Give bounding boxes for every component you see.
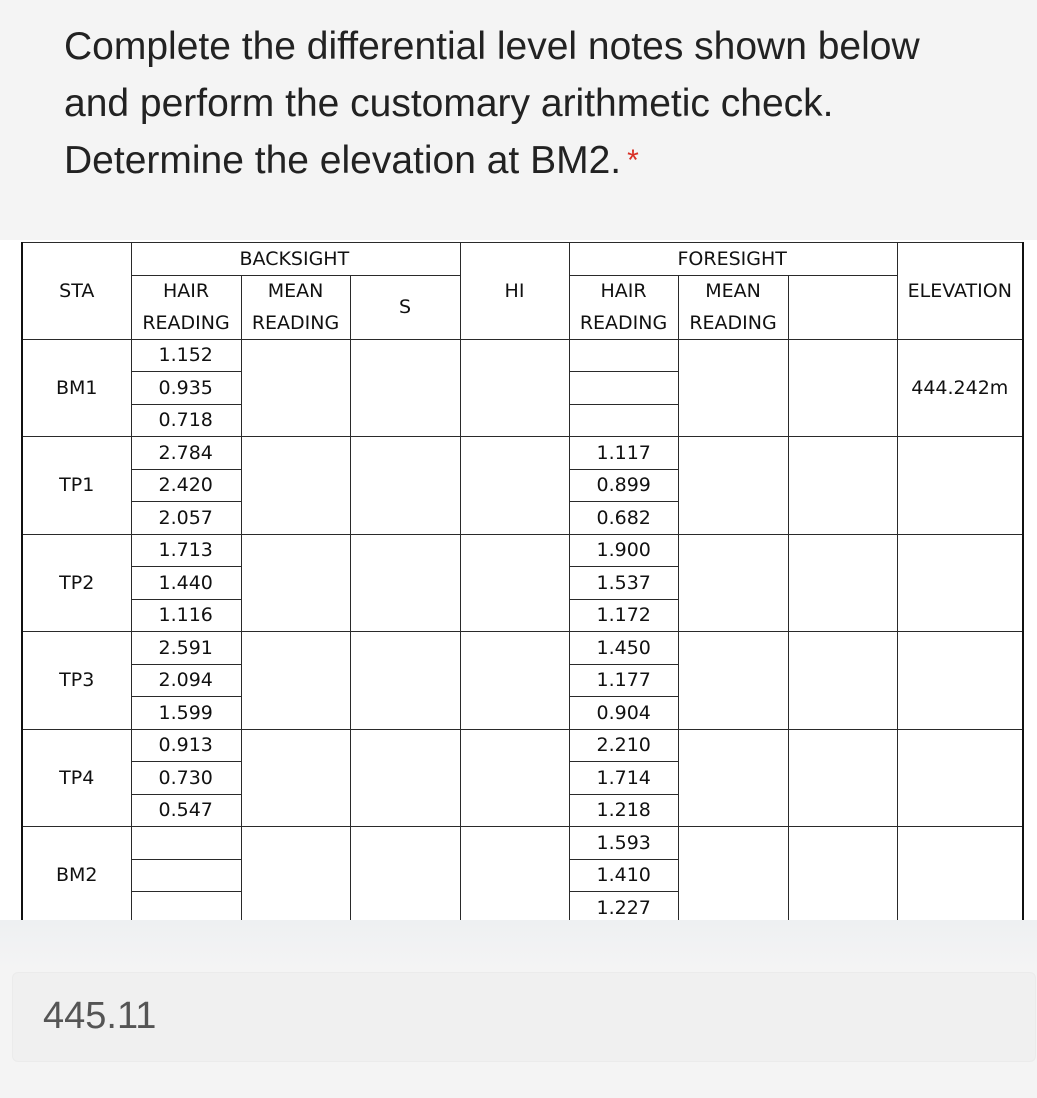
header-elevation: ELEVATION — [897, 243, 1023, 340]
header-foresight: FORESIGHT — [569, 243, 897, 276]
table-row — [22, 632, 1023, 665]
header-bs-s: S — [350, 275, 460, 339]
fs-hair-reading — [569, 404, 678, 437]
fs-hair-reading — [569, 372, 678, 405]
bs-hair-reading: 2.784 — [131, 437, 241, 470]
fs-hair-reading: 0.904 — [569, 697, 678, 730]
bs-hair-reading: 2.094 — [131, 664, 241, 697]
bs-mean-reading — [241, 339, 350, 437]
fs-hair-reading — [569, 339, 678, 372]
level-notes-image — [0, 240, 1037, 920]
header-bs-mean-2: READING — [241, 307, 350, 339]
bs-hair-reading: 1.152 — [131, 339, 241, 372]
table-row — [22, 339, 1023, 372]
question-text — [64, 18, 964, 189]
table-row — [22, 437, 1023, 470]
fs-s — [788, 632, 897, 730]
fs-hair-reading: 1.593 — [569, 827, 678, 860]
answer-value: 445.11 — [43, 995, 157, 1037]
bs-hair-reading: 1.116 — [131, 599, 241, 632]
station-label: TP3 — [22, 632, 131, 730]
fs-mean-reading — [678, 729, 788, 827]
header-bs-hair: HAIR — [131, 275, 241, 307]
elevation-value — [897, 534, 1023, 632]
fs-hair-reading: 1.172 — [569, 599, 678, 632]
elevation-value — [897, 632, 1023, 730]
fs-hair-reading: 0.682 — [569, 502, 678, 535]
question-body: Complete the differential level notes shown below and perform the customary arithmetic check. Determine the elevation at BM2. — [64, 25, 920, 182]
fs-hair-reading: 1.537 — [569, 567, 678, 600]
header-sta: STA — [22, 243, 131, 340]
answer-input[interactable] — [12, 972, 1036, 1062]
fs-s — [788, 339, 897, 437]
elevation-value — [897, 827, 1023, 921]
fs-s — [788, 827, 897, 921]
bs-s — [350, 534, 460, 632]
header-bs-hair-2: READING — [131, 307, 241, 339]
station-label: BM1 — [22, 339, 131, 437]
elevation-value: 444.242m — [897, 339, 1023, 437]
header-hi: HI — [460, 243, 569, 340]
header-backsight: BACKSIGHT — [131, 243, 460, 276]
bs-s — [350, 632, 460, 730]
hi — [460, 729, 569, 827]
fs-hair-reading: 2.210 — [569, 729, 678, 762]
bs-s — [350, 437, 460, 535]
bs-hair-reading: 2.591 — [131, 632, 241, 665]
fs-hair-reading: 1.900 — [569, 534, 678, 567]
bs-hair-reading: 0.730 — [131, 762, 241, 795]
bs-hair-reading: 0.935 — [131, 372, 241, 405]
elevation-value — [897, 437, 1023, 535]
station-label: TP2 — [22, 534, 131, 632]
bs-mean-reading — [241, 534, 350, 632]
bs-s — [350, 729, 460, 827]
fs-hair-reading: 1.714 — [569, 762, 678, 795]
header-fs-hair-2: READING — [569, 307, 678, 339]
header-fs-hair: HAIR — [569, 275, 678, 307]
fs-hair-reading: 1.177 — [569, 664, 678, 697]
table-row — [22, 827, 1023, 860]
hi — [460, 827, 569, 921]
bs-hair-reading — [131, 892, 241, 921]
hi — [460, 632, 569, 730]
required-asterisk: * — [627, 144, 639, 177]
bs-s — [350, 827, 460, 921]
table-bottom-fade — [0, 920, 1037, 970]
station-label: TP4 — [22, 729, 131, 827]
fs-hair-reading: 1.450 — [569, 632, 678, 665]
fs-s — [788, 437, 897, 535]
fs-hair-reading: 1.218 — [569, 794, 678, 827]
level-notes-table — [21, 242, 1024, 920]
fs-mean-reading — [678, 339, 788, 437]
fs-mean-reading — [678, 827, 788, 921]
fs-s — [788, 729, 897, 827]
station-label: TP1 — [22, 437, 131, 535]
bs-hair-reading: 2.057 — [131, 502, 241, 535]
fs-mean-reading — [678, 632, 788, 730]
bs-hair-reading: 1.599 — [131, 697, 241, 730]
hi — [460, 437, 569, 535]
bs-mean-reading — [241, 437, 350, 535]
station-label: BM2 — [22, 827, 131, 921]
bs-hair-reading: 0.718 — [131, 404, 241, 437]
fs-mean-reading — [678, 437, 788, 535]
bs-s — [350, 339, 460, 437]
bs-mean-reading — [241, 827, 350, 921]
fs-s — [788, 534, 897, 632]
bs-hair-reading — [131, 859, 241, 892]
bs-mean-reading — [241, 729, 350, 827]
header-fs-mean-2: READING — [678, 307, 788, 339]
bs-hair-reading: 1.440 — [131, 567, 241, 600]
fs-hair-reading: 1.117 — [569, 437, 678, 470]
header-fs-mean: MEAN — [678, 275, 788, 307]
bs-hair-reading: 1.713 — [131, 534, 241, 567]
header-bs-mean: MEAN — [241, 275, 350, 307]
bs-hair-reading: 0.913 — [131, 729, 241, 762]
fs-hair-reading: 0.899 — [569, 469, 678, 502]
hi — [460, 534, 569, 632]
table-row — [22, 534, 1023, 567]
elevation-value — [897, 729, 1023, 827]
bs-mean-reading — [241, 632, 350, 730]
fs-hair-reading: 1.410 — [569, 859, 678, 892]
fs-mean-reading — [678, 534, 788, 632]
bs-hair-reading: 2.420 — [131, 469, 241, 502]
fs-hair-reading: 1.227 — [569, 892, 678, 921]
table-row — [22, 729, 1023, 762]
hi — [460, 339, 569, 437]
bs-hair-reading — [131, 827, 241, 860]
bs-hair-reading: 0.547 — [131, 794, 241, 827]
